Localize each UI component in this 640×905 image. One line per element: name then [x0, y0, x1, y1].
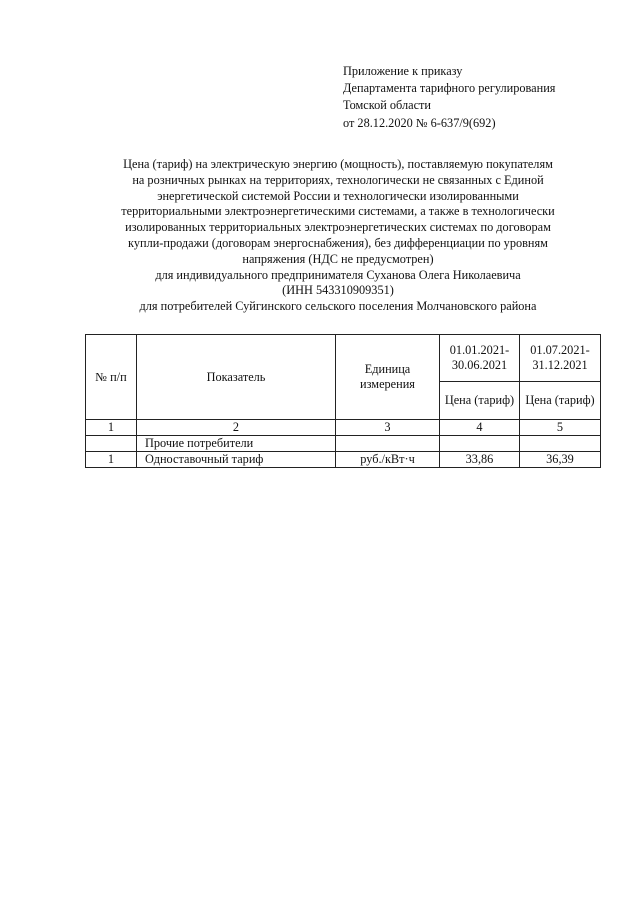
- column-number: 3: [336, 420, 440, 436]
- header-period-1: 01.01.2021-30.06.2021: [440, 335, 520, 382]
- row-value-2: 36,39: [520, 452, 601, 468]
- appendix-line-3: Томской области: [343, 98, 431, 113]
- row-indicator: Одноставочный тариф: [137, 452, 336, 468]
- title-line: напряжения (НДС не предусмотрен): [242, 251, 434, 266]
- document-title: [78, 157, 598, 315]
- table-header-row: [86, 335, 601, 382]
- row-value-1: 33,86: [440, 452, 520, 468]
- appendix-order-number: от 28.12.2020 № 6-637/9(692): [343, 115, 496, 130]
- column-number: 4: [440, 420, 520, 436]
- appendix-line-2: Департамента тарифного регулирования: [343, 81, 556, 96]
- title-line: Цена (тариф) на электрическую энергию (мощность), поставляемую покупателям: [123, 157, 553, 171]
- header-price-2: Цена (тариф): [520, 382, 601, 420]
- group-empty-cell: [86, 436, 137, 452]
- group-empty-cell: [336, 436, 440, 452]
- column-number-row: [86, 420, 601, 436]
- header-indicator: Показатель: [137, 335, 336, 420]
- title-line: на розничных рынках на территориях, технологически не связанных с Единой: [132, 172, 544, 187]
- column-number: 2: [137, 420, 336, 436]
- title-entrepreneur: для индивидуального предпринимателя Суханова Олега Николаевича: [155, 267, 521, 282]
- column-number: 5: [520, 420, 601, 436]
- group-empty-cell: [440, 436, 520, 452]
- title-line: территориальными электроэнергетическими системами, а также в технологически: [121, 204, 555, 219]
- group-empty-cell: [520, 436, 601, 452]
- header-num: № п/п: [86, 335, 137, 420]
- header-period-2: 01.07.2021-31.12.2021: [520, 335, 601, 382]
- title-line: энергетической системой России и технологически изолированными: [157, 188, 519, 203]
- group-row: [86, 436, 601, 452]
- table-row: [86, 452, 601, 468]
- tariff-table: [85, 334, 601, 468]
- title-consumers: для потребителей Суйгинского сельского поселения Молчановского района: [139, 299, 537, 314]
- row-num: 1: [86, 452, 137, 468]
- column-number: 1: [86, 420, 137, 436]
- header-price-1: Цена (тариф): [440, 382, 520, 420]
- title-line: изолированных территориальных электроэнергетических системах по договорам: [125, 220, 551, 235]
- header-unit: Единица измерения: [336, 335, 440, 420]
- group-label: Прочие потребители: [137, 436, 336, 452]
- appendix-header: [343, 63, 633, 132]
- appendix-line-1: Приложение к приказу: [343, 64, 463, 78]
- title-inn: (ИНН 543310909351): [282, 283, 394, 298]
- title-line: купли-продажи (договорам энергоснабжения), без дифференциации по уровням: [128, 235, 548, 250]
- row-unit: руб./кВт·ч: [336, 452, 440, 468]
